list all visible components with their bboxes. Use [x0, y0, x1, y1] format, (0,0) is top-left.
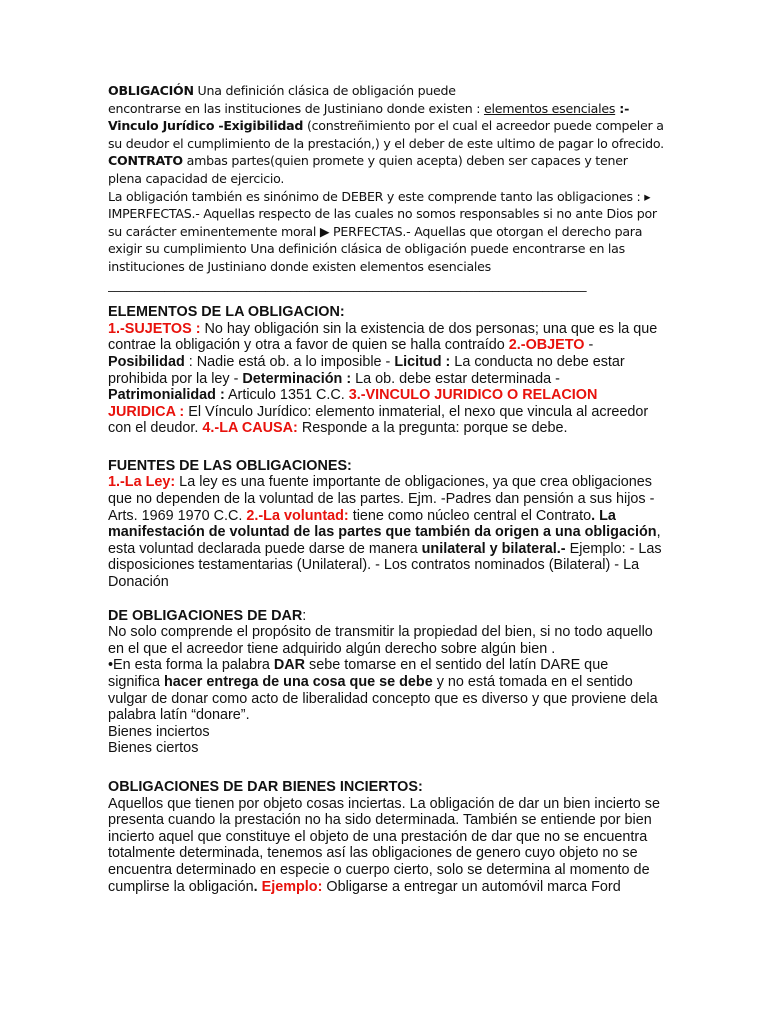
body-text: -	[584, 337, 594, 354]
intro-text: (constreñimiento por el cual el acreedor puede compeler a su deudor el cumplimiento de la prestación,) y el deber de este ultimo de pagar lo ofrecido.	[108, 118, 664, 151]
body-text: tiene como núcleo central el Contrato	[348, 507, 592, 524]
body-text: : Nadie está ob. a lo imposible -	[184, 353, 395, 370]
red-term: 3.-VINCULO JURIDICO O RELACION JURIDICA :	[108, 387, 598, 420]
list-item: Bienes inciertos	[108, 723, 210, 740]
section-heading	[108, 608, 664, 625]
body-text: El Vínculo Jurídico: elemento inmaterial, el nexo que vincula al acreedor con el deudor.	[108, 403, 649, 437]
section-body: No solo comprende el propósito de transmitir la propiedad del bien, si no todo aquello en el que el acreedor tiene adquirido algún derecho sobre algún bien .	[108, 624, 653, 657]
body-text: Articulo 1351 C.C.	[224, 387, 349, 404]
intro-text: encontrarse en las instituciones de Justiniano donde existen :	[108, 100, 484, 116]
body-text: La ob. debe estar determinada -	[351, 370, 560, 387]
intro-paragraph	[108, 82, 664, 276]
section-elementos	[108, 304, 664, 437]
bold-term: Patrimonialidad :	[108, 387, 225, 404]
bold-term: DAR	[273, 657, 306, 674]
body-text: Obligarse a entregar un automóvil marca Ford	[322, 878, 621, 895]
body-text: No hay obligación sin la existencia de dos personas; una que es la que contrae la obligación y otra a favor de quien se halla contraído	[108, 320, 658, 354]
bold-term: unilateral y bilateral.-	[421, 540, 566, 557]
body-text: y no está tomada en el sentido vulgar de donar como acto de liberalidad concepto que es diverso y que proviene dela palabra latín “donare”.	[108, 674, 658, 724]
bold-term: Posibilidad	[108, 353, 185, 370]
intro-text: :-	[615, 100, 630, 116]
body-text: , esta voluntad declarada puede darse de manera	[108, 524, 661, 557]
intro-text: La obligación también es sinónimo de DEBER y este comprende tanto las obligaciones :	[108, 188, 645, 204]
heading-colon: :	[302, 607, 307, 624]
red-term: 2.-OBJETO	[508, 337, 585, 354]
separator-line: ____________________________________________________________________________	[108, 276, 587, 292]
intro-text: ambas partes(quien promete y quien acepta) deben ser capaces y tener plena capacidad de ejercicio.	[108, 153, 628, 186]
red-term: 1.-SUJETOS :	[108, 320, 201, 337]
term-obligacion: OBLIGACIÓN	[108, 83, 194, 98]
body-text: Aquellos que tienen por objeto cosas inciertas. La obligación de dar un bien incierto se presenta cuando la prestación no ha sido determinada. También se entiende por bien incierto aquel que constituye el objeto de una prestación de dar que no se encuentra totalmente determinada, tenemos así las obligaciones de genero cuyo objeto no se encuentra determinado en especie o cuerpo cierto, solo se determina al momento de cumplirse la obligación	[108, 795, 661, 895]
section-body	[108, 796, 664, 896]
red-term: 1.-La Ley:	[108, 474, 176, 491]
intro-text: PERFECTAS.- Aquellas que otorgan el derecho para exigir su cumplimiento Una definición clásica de obligación puede encontrarse en las instituciones de Justiniano donde existen elementos esenciales	[108, 223, 643, 274]
red-term: 2.-La voluntad:	[246, 507, 349, 524]
body-text: La conducta no debe estar prohibida por la ley -	[108, 353, 625, 387]
section-body	[108, 474, 664, 590]
bold-term: Determinación :	[242, 370, 352, 387]
body-text: •En esta forma la palabra	[108, 657, 274, 674]
underlined-term: elementos esenciales	[483, 100, 616, 116]
bold-term: . La manifestación de voluntad de las partes que también da origen a una obligación	[108, 507, 657, 541]
heading-text: DE OBLIGACIONES DE DAR	[108, 607, 303, 624]
body-text: Responde a la pregunta: porque se debe.	[297, 420, 568, 437]
term-contrato: CONTRATO	[108, 153, 183, 169]
document-page	[108, 82, 664, 895]
body-text: sebe tomarse en el sentido del latín DARE que significa	[108, 657, 609, 690]
body-text: La ley es una fuente importante de obligaciones, ya que crea obligaciones que no dependen de la voluntad de las partes. Ejm. -Padres dan pensión a sus hijos - Arts. 1969 1970 C.C.	[108, 474, 655, 524]
section-dar	[108, 608, 664, 757]
section-body	[108, 657, 664, 723]
section-inciertos	[108, 779, 664, 895]
red-term: 4.-LA CAUSA:	[202, 420, 298, 437]
bullet-arrow-icon: ▶	[319, 223, 330, 239]
section-heading: OBLIGACIONES DE DAR BIENES INCIERTOS:	[108, 778, 423, 795]
intro-text: IMPERFECTAS.- Aquellas respecto de las cuales no somos responsables si no ante Dios por su carácter eminentemente moral	[108, 206, 657, 239]
body-text: Ejemplo: - Las disposiciones testamentarias (Unilateral). - Los contratos nominados (Bilateral) - La Donación	[108, 540, 662, 591]
body-text: .	[253, 878, 262, 895]
intro-text: Una definición clásica de obligación puede	[193, 83, 456, 98]
section-fuentes	[108, 458, 664, 591]
bold-term: Licitud :	[394, 353, 451, 370]
bullet-arrow-icon: ▸	[644, 188, 651, 204]
red-term: Ejemplo:	[261, 878, 323, 895]
list-item: Bienes ciertos	[108, 740, 199, 757]
bold-term: hacer entrega de una cosa que se debe	[164, 674, 433, 690]
term-vinculo: Vinculo Jurídico -Exigibilidad	[108, 118, 304, 134]
section-body	[108, 321, 664, 437]
section-heading: FUENTES DE LAS OBLIGACIONES:	[108, 457, 352, 474]
section-heading: ELEMENTOS DE LA OBLIGACION:	[108, 304, 345, 321]
